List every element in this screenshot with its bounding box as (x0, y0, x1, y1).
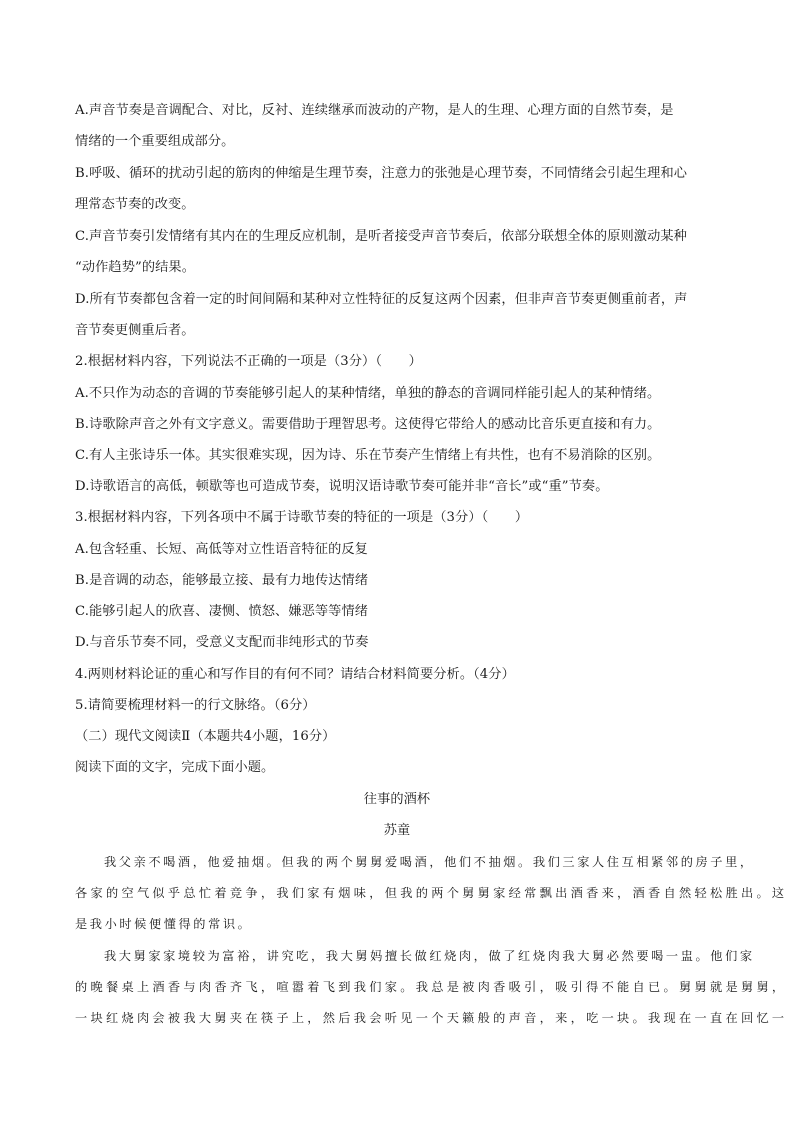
story-paragraph-2-line-2: 的晚餐桌上酒香与肉香齐飞，喧嚣着飞到我们家。我总是被肉香吸引，吸引得不能自已。舅舅就是舅舅， (75, 980, 788, 994)
story-author: 苏童 (383, 823, 411, 838)
option-a-line-2: 情绪的一个重要组成部分。 (75, 134, 235, 149)
option-a-line-1: A.声音节奏是音调配合、对比，反衬、连续继承而波动的产物，是人的生理、心理方面的自然节奏，是 (75, 103, 674, 118)
question-3-option-b: B.是音调的动态，能够最立接、最有力地传达情绪 (75, 573, 369, 588)
option-b-line-1: B.呼吸、循环的扰动引起的筋肉的伸缩是生理节奏，注意力的张弛是心理节奏，不同情绪会引起生理和心 (75, 166, 688, 181)
question-5: 5.请简要梳理材料一的行文脉络。（6分） (75, 698, 316, 713)
question-2-option-c: C.有人主张诗乐一体。其实很难实现，因为诗、乐在节奏产生情绪上有共性，也有不易消除的区别。 (75, 448, 661, 463)
question-2: 2.根据材料内容，下列说法不正确的一项是（3分）（ ） (75, 354, 422, 369)
question-3-option-d: D.与音乐节奏不同，受意义支配而非纯形式的节奏 (75, 635, 369, 650)
story-paragraph-1-line-2: 各家的空气似乎总忙着竞争，我们家有烟味，但我的两个舅舅家经常飘出酒香来，酒香自然轻松胜出。这 (75, 886, 788, 900)
story-paragraph-1-line-3: 是我小时候便懂得的常识。 (75, 917, 253, 931)
option-c-line-1: C.声音节奏引发情绪有其内在的生理反应机制，是听者接受声音节奏后，依部分联想全体的原则激动某种 (75, 229, 687, 244)
question-4: 4.两则材料论证的重心和写作目的有何不同？请结合材料简要分析。（4分） (75, 667, 515, 682)
question-2-option-d: D.诗歌语言的高低，顿歇等也可造成节奏，说明汉语诗歌节奏可能并非“音长”或“重”节奏。 (75, 479, 609, 494)
option-d-line-2: 音节奏更侧重后者。 (75, 323, 195, 338)
option-c-line-2: “动作趋势”的结果。 (75, 260, 195, 275)
question-2-option-a: A.不只作为动态的音调的节奏能够引起人的某种情绪，单独的静态的音调同样能引起人的某种情绪。 (75, 386, 661, 401)
reading-instruction: 阅读下面的文字，完成下面小题。 (75, 760, 275, 775)
question-3-option-a: A.包含轻重、长短、高低等对立性语音特征的反复 (75, 542, 368, 557)
question-3-option-c: C.能够引起人的欣喜、凄恻、愤怒、嫌恶等等情绪 (75, 604, 369, 619)
story-paragraph-2-line-1: 我大舅家家境较为富裕，讲究吃，我大舅妈擅长做红烧肉，做了红烧肉我大舅必然要喝一盅。他们家 (104, 949, 755, 963)
option-b-line-2: 理常态节奏的改变。 (75, 197, 195, 212)
question-3: 3.根据材料内容，下列各项中不属于诗歌节奏的特征的一项是（3分）（ ） (75, 510, 529, 525)
story-paragraph-2-line-3: 一块红烧肉会被我大舅夹在筷子上，然后我会听见一个天籁般的声音，来，吃一块。我现在一直在回忆一 (75, 1011, 788, 1025)
story-title: 往事的酒杯 (363, 792, 431, 807)
option-d-line-1: D.所有节奏都包含着一定的时间间隔和某种对立性特征的反复这两个因素，但非声音节奏更侧重前者，声 (75, 292, 688, 307)
question-2-option-b: B.诗歌除声音之外有文字意义。需要借助于理智思考。这使得它带给人的感动比音乐更直接和有力。 (75, 417, 661, 432)
story-paragraph-1-line-1: 我父亲不喝酒，他爱抽烟。但我的两个舅舅爱喝酒，他们不抽烟。我们三家人住互相紧邻的房子里， (104, 855, 755, 869)
section-heading: （二）现代文阅读Ⅱ（本题共4小题，16分） (75, 729, 336, 744)
